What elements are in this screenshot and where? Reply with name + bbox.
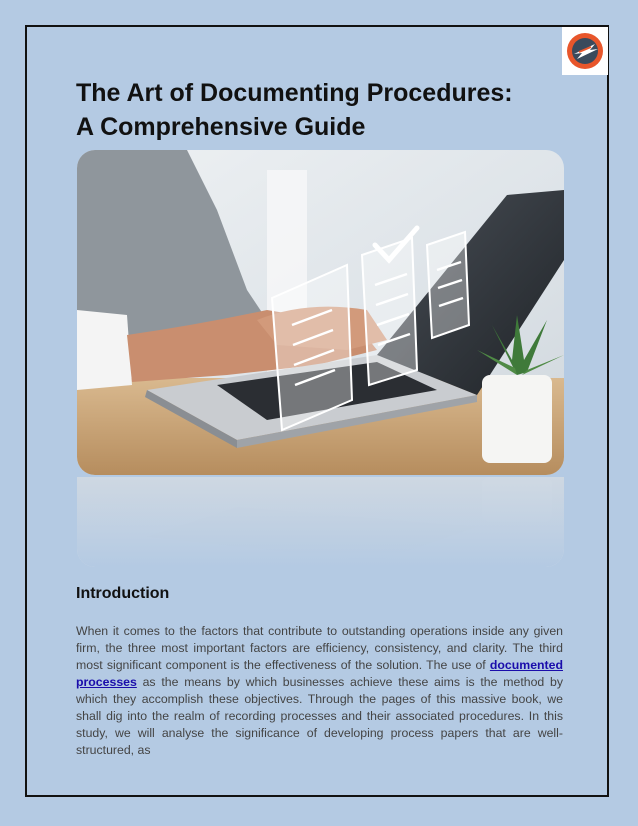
introduction-paragraph <box>76 623 563 759</box>
documented-processes-link[interactable]: documented processes <box>76 658 563 689</box>
section-heading-introduction: Introduction <box>76 585 170 602</box>
brand-logo-icon <box>562 27 608 75</box>
title-line-2: A Comprehensive Guide <box>76 113 366 141</box>
document-title <box>76 76 576 144</box>
paragraph-text-after-link: as the means by which businesses achieve these aims is the method by which they accomplish these objectives. Through the pages of this massive book, we shall dig into the realm of recording processes and their associated procedures. In this study, we will analyse the significance of developing process papers that are well-structured, as <box>76 675 563 757</box>
hero-image <box>77 150 564 475</box>
title-line-1: The Art of Documenting Procedures: <box>76 79 513 107</box>
paragraph-text-before-link: When it comes to the factors that contribute to outstanding operations inside any given firm, the three most important factors are efficiency, consistency, and clarity. The third most significant component is the effectiveness of the solution. The use of <box>76 624 563 672</box>
hero-image-reflection <box>77 477 564 567</box>
